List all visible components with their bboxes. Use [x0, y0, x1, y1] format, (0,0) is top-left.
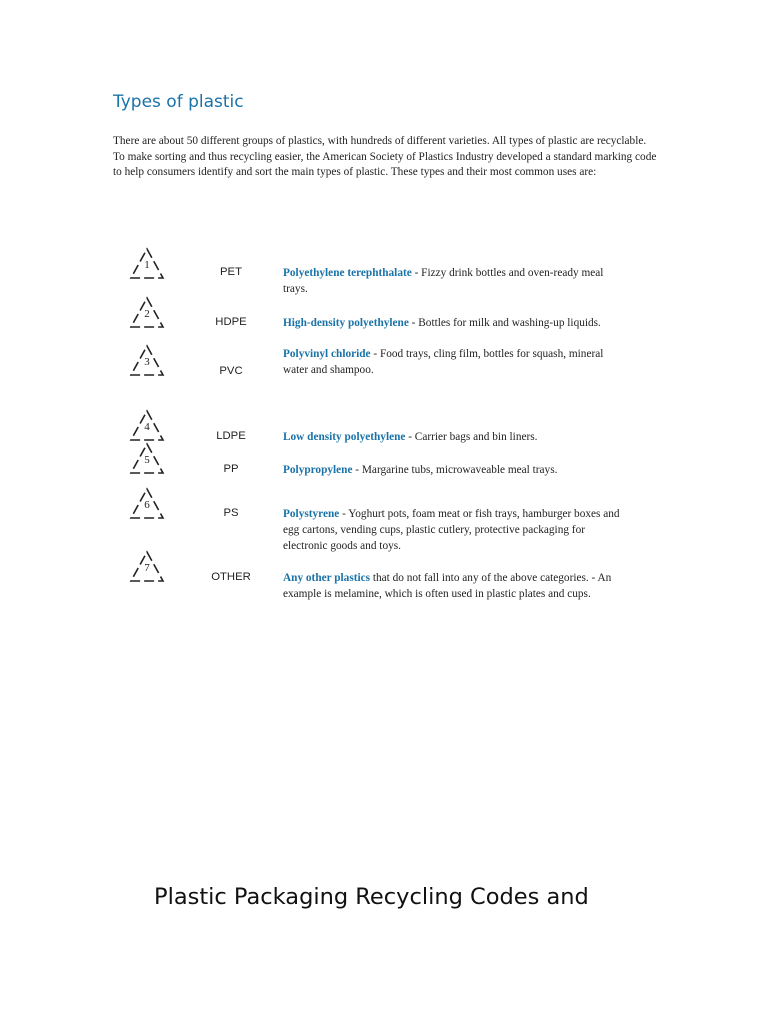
recycle-code: 2 [144, 308, 150, 320]
recycle-code: 6 [144, 499, 150, 511]
recycle-code: 3 [144, 356, 150, 368]
plastic-description [283, 570, 628, 602]
recycle-code: 5 [144, 454, 150, 466]
plastic-name: Polyethylene terephthalate [283, 267, 412, 279]
section-title: Plastic Packaging Recycling Codes and [154, 884, 589, 910]
page-heading: Types of plastic [113, 92, 244, 112]
plastic-name: Polypropylene [283, 464, 353, 476]
plastic-abbreviation: PS [223, 507, 239, 519]
plastic-uses: - Margarine tubs, microwaveable meal trays. [352, 464, 558, 476]
plastic-description [283, 429, 628, 445]
plastic-abbreviation: HDPE [215, 316, 247, 328]
recycle-code: 4 [144, 421, 150, 433]
intro-paragraph: There are about 50 different groups of plastics, with hundreds of different varieties. All types of plastic are recyclable. To make sorting and thus recycling easier, the American Society of Plastics Industry developed a standard marking code to help consumers identify and sort the main types of plastic. These types and their most common uses are: [113, 135, 657, 178]
recycle-triangle-icon [129, 550, 165, 584]
plastic-abbreviation: PET [220, 266, 242, 278]
recycle-triangle-icon [129, 344, 165, 378]
plastic-abbreviation: LDPE [216, 430, 246, 442]
recycle-triangle-icon [129, 409, 165, 443]
plastic-description [283, 265, 628, 297]
plastic-abbreviation: PP [223, 463, 239, 475]
plastic-name: Low density polyethylene [283, 431, 406, 443]
plastic-description [283, 506, 628, 554]
plastic-uses: that do not fall into any of the above categories. - An example is melamine, which is often used in plastic plates and cups. [283, 572, 612, 600]
plastic-description [283, 346, 628, 378]
plastic-uses: - Bottles for milk and washing-up liquids. [408, 317, 601, 329]
plastic-name: Any other plastics [283, 572, 371, 584]
recycle-triangle-icon [129, 442, 165, 476]
recycle-triangle-icon [129, 487, 165, 521]
plastic-uses: - Food trays, cling film, bottles for squash, mineral water and shampoo. [283, 348, 604, 376]
plastic-uses: - Fizzy drink bottles and oven-ready meal trays. [283, 267, 604, 295]
plastic-name: Polyvinyl chloride [283, 348, 371, 360]
plastic-description [283, 315, 628, 331]
plastic-name: Polystyrene [283, 508, 340, 520]
plastic-uses: - Yoghurt pots, foam meat or fish trays, hamburger boxes and egg cartons, vending cups, plastic cutlery, protective packaging for electronic goods and toys. [283, 508, 620, 552]
plastic-uses: - Carrier bags and bin liners. [405, 431, 538, 443]
recycle-triangle-icon [129, 296, 165, 330]
plastic-name: High-density polyethylene [283, 317, 409, 329]
recycle-triangle-icon [129, 247, 165, 281]
recycle-code: 7 [144, 562, 150, 574]
plastic-abbreviation: PVC [219, 365, 243, 377]
plastic-abbreviation: OTHER [211, 571, 251, 583]
plastic-description [283, 462, 628, 478]
recycle-code: 1 [144, 259, 150, 271]
